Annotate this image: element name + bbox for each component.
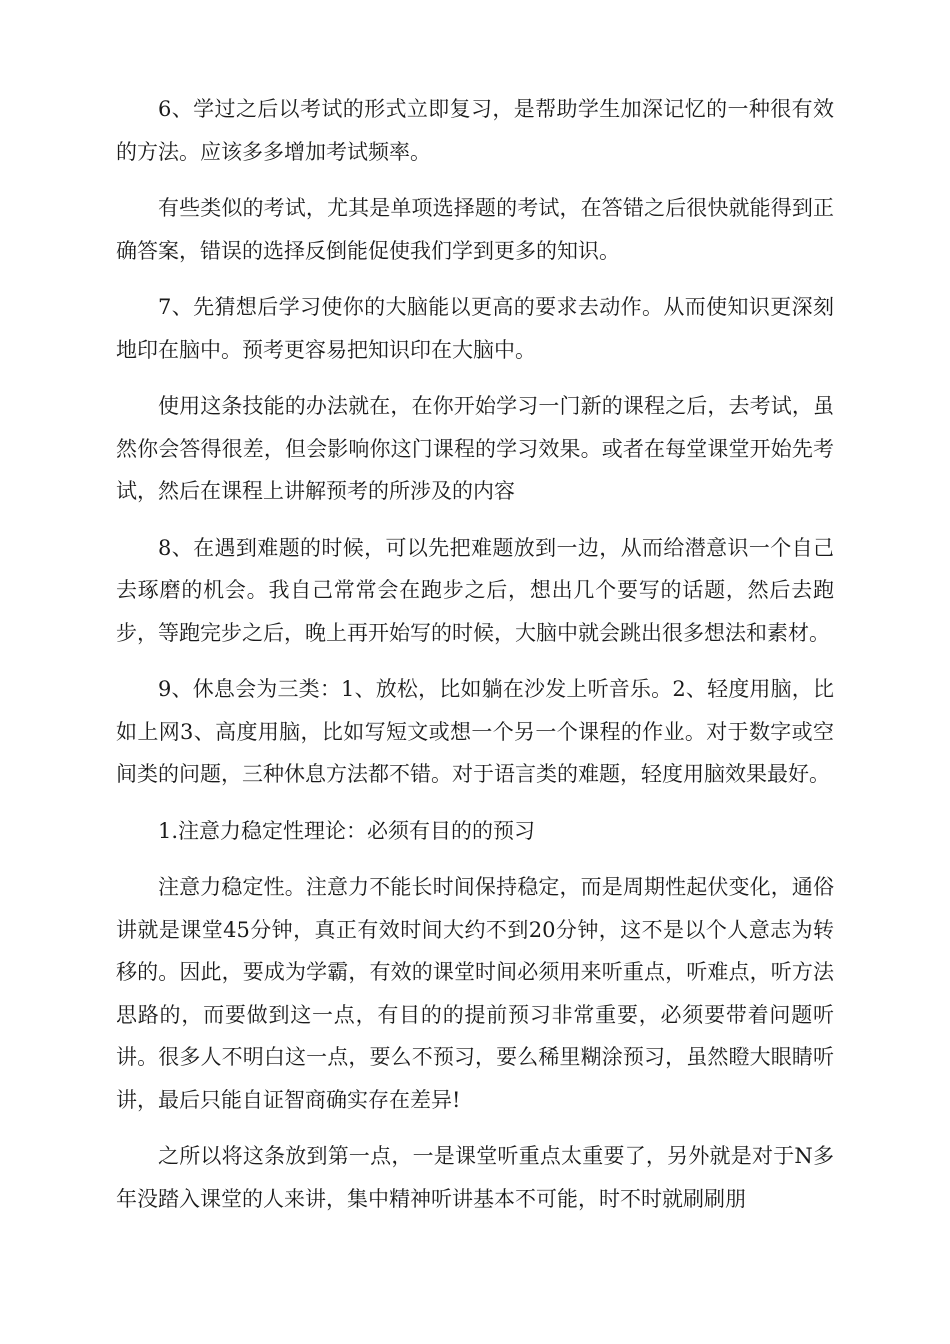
paragraph-6-review-by-exam: 6、学过之后以考试的形式立即复习，是帮助学生加深记忆的一种很有效的方法。应该多多增加考试频率。 — [116, 97, 834, 164]
paragraph-pretest-method: 使用这条技能的办法就在，在你开始学习一门新的课程之后，去考试，虽然你会答得很差，但会影响你这门课程的学习效果。或者在每堂课堂开始先考试，然后在课程上讲解预考的所涉及的内容 — [116, 394, 834, 503]
section-heading-attention-stability: 1.注意力稳定性理论：必须有目的的预习 — [158, 818, 536, 843]
paragraph-7-guess-first: 7、先猜想后学习使你的大脑能以更高的要求去动作。从而使知识更深刻地印在脑中。预考更容易把知识印在大脑中。 — [116, 295, 834, 362]
paragraph-why-first-point: 之所以将这条放到第一点，一是课堂听重点太重要了，另外就是对于N多年没踏入课堂的人来讲，集中精神听讲基本不可能，时不时就刷刷朋 — [116, 1144, 834, 1211]
document-page — [116, 88, 834, 1234]
paragraph-8-difficult-problems: 8、在遇到难题的时候，可以先把难题放到一边，从而给潜意识一个自己去琢磨的机会。我自己常常会在跑步之后，想出几个要写的话题，然后去跑步，等跑完步之后，晚上再开始写的时候，大脑中就会跳出很多想法和素材。 — [116, 535, 834, 645]
paragraph-9-rest-types: 9、休息会为三类：1、放松，比如躺在沙发上听音乐。2、轻度用脑，比如上网3、高度用脑，比如写短文或想一个另一个课程的作业。对于数字或空间类的问题，三种休息方法都不错。对于语言类的难题，轻度用脑效果最好。 — [116, 677, 834, 786]
paragraph-multiple-choice-exam: 有些类似的考试，尤其是单项选择题的考试，在答错之后很快就能得到正确答案，错误的选择反倒能促使我们学到更多的知识。 — [116, 196, 834, 263]
paragraph-attention-stability: 注意力稳定性。注意力不能长时间保持稳定，而是周期性起伏变化，通俗讲就是课堂45分钟，真正有效时间大约不到20分钟，这不是以个人意志为转移的。因此，要成为学霸，有效的课堂时间必须用来听重点，听难点，听方法思路的，而要做到这一点，有目的的提前预习非常重要，必须要带着问题听讲。很多人不明白这一点，要么不预习，要么稀里糊涂预习，虽然瞪大眼睛听讲，最后只能自证智商确实存在差异! — [116, 875, 834, 1112]
